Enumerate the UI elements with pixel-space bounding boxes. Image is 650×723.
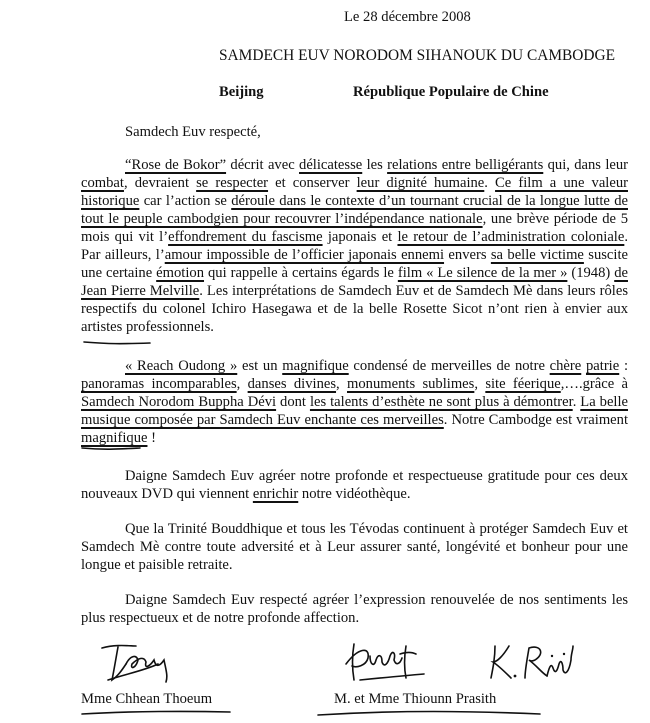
underlined-phrase: déroule dans le contexte d’un tournant crucial de la longue lutte de tout le peuple cambodgien pour recouvrer l’indépendance nationale <box>81 193 628 227</box>
underlined-phrase: site féerique <box>485 376 561 392</box>
underlined-phrase: film « Le silence de la mer » <box>397 265 568 281</box>
text-run: envers <box>444 247 491 263</box>
underlined-phrase: de Jean Pierre Melville <box>81 265 628 299</box>
text-run: Daigne Samdech Euv respecté agréer l’expression renouvelée de nos sentiments les plus respectueux et de notre profonde affection. <box>81 592 628 626</box>
pen-stroke <box>84 342 150 344</box>
paragraph-gratitude <box>81 467 628 503</box>
underlined-phrase: Ce film a une valeur historique <box>81 175 628 209</box>
underlined-phrase: enrichir <box>252 486 299 502</box>
underlined-phrase: combat <box>81 175 124 191</box>
underlined-phrase: effondrement du fascisme <box>168 229 323 245</box>
text-run: les <box>362 157 388 173</box>
text-run: qui, dans leur <box>543 157 629 173</box>
text-run: ! <box>147 430 156 446</box>
pen-stroke-right-name <box>318 712 540 716</box>
text-run: , <box>336 376 348 392</box>
underlined-phrase: patrie <box>585 358 620 374</box>
signatory-left-name: Mme Chhean Thoeum <box>81 691 213 707</box>
underlined-phrase: danses divines <box>247 376 337 392</box>
text-run: . Les interprétations de Samdech Euv et de Samdech Mè dans leurs rôles respectifs du colonel Ichiro Hasegawa et de la belle Rosette Sicot n’ont rien à envier aux artistes professionnels. <box>81 283 628 335</box>
text-run: condensé de merveilles de notre <box>348 358 550 374</box>
recipient-heading: SAMDECH EUV NORODOM SIHANOUK DU CAMBODGE <box>219 47 616 64</box>
underlined-phrase: chère <box>549 358 582 374</box>
text-run: et conserver <box>268 175 357 191</box>
text-run: , <box>236 376 248 392</box>
location-country: République Populaire de Chine <box>353 84 549 100</box>
paragraph-reach-oudong <box>81 357 628 447</box>
text-run: . <box>484 175 496 191</box>
text-run: Daigne Samdech Euv agréer notre profonde et respectueuse gratitude pour ces deux nouveaux DVD qui viennent <box>81 468 628 502</box>
underlined-phrase: émotion <box>156 265 205 281</box>
letter-date: Le 28 décembre 2008 <box>344 9 471 25</box>
signature-thoeum <box>96 640 186 686</box>
text-run: dont <box>276 394 310 410</box>
underlined-phrase: les talents d’esthète ne sont plus à démontrer <box>309 394 573 410</box>
signature-prasith <box>340 634 440 686</box>
text-run: décrit avec <box>226 157 300 173</box>
underlined-phrase: monuments sublimes <box>347 376 475 392</box>
underlined-phrase: magnifique <box>81 430 148 446</box>
underlined-phrase: sa belle victime <box>490 247 584 263</box>
text-run: est un <box>237 358 283 374</box>
underlined-phrase: relations entre belligérants <box>387 157 544 173</box>
text-run: . Notre Cambodge est vraiment <box>443 412 628 428</box>
underlined-phrase: « Reach Oudong » <box>125 358 238 374</box>
underlined-phrase: panoramas incomparables <box>81 376 237 392</box>
underlined-phrase: magnifique <box>282 358 349 374</box>
salutation: Samdech Euv respecté, <box>125 124 261 140</box>
text-run: : <box>619 358 628 374</box>
location-city: Beijing <box>219 84 264 100</box>
pen-stroke <box>82 448 140 449</box>
underlined-phrase: leur dignité humaine <box>356 175 485 191</box>
text-run: , une brève période de 5 mois qui vit l’ <box>81 211 628 245</box>
text-run: . <box>572 394 581 410</box>
text-run: ,….grâce à <box>560 376 629 392</box>
text-run: (1948) <box>567 265 615 281</box>
text-run: suscite une certaine <box>81 247 628 281</box>
underlined-phrase: amour impossible de l’officier japonais ennemi <box>164 247 445 263</box>
underlined-phrase: se respecter <box>196 175 269 191</box>
text-run: car l’action se <box>139 193 232 209</box>
pen-stroke-left-name <box>82 711 230 714</box>
underlined-phrase: Samdech Norodom Buppha Dévi <box>81 394 277 410</box>
paragraph-rose-de-bokor <box>81 156 628 336</box>
text-run: qui rappelle à certains égards le <box>204 265 398 281</box>
underlined-phrase: La belle musique composée par Samdech Euv enchante ces merveilles <box>81 394 629 428</box>
text-run: Que la Trinité Bouddhique et tous les Tévodas continuent à protéger Samdech Euv et Samdech Mè contre toute adversité et à Leur assurer santé, longévité et bonheur pour une longue et paisible retraite. <box>81 521 628 573</box>
text-run: . Par ailleurs, l’ <box>81 229 628 263</box>
paragraph-closing <box>81 591 628 627</box>
paragraph-blessing <box>81 520 628 574</box>
signatory-right-name: M. et Mme Thiounn Prasith <box>334 691 497 707</box>
text-run: , devraient <box>123 175 197 191</box>
text-run: notre vidéothèque. <box>298 486 411 502</box>
underlined-phrase: “Rose de Bokor” <box>125 157 227 173</box>
signature-k-rinith <box>485 638 580 683</box>
text-run: japonais et <box>322 229 398 245</box>
underlined-phrase: délicatesse <box>299 157 363 173</box>
text-run: , <box>474 376 486 392</box>
underlined-phrase: le retour de l’administration coloniale <box>397 229 625 245</box>
